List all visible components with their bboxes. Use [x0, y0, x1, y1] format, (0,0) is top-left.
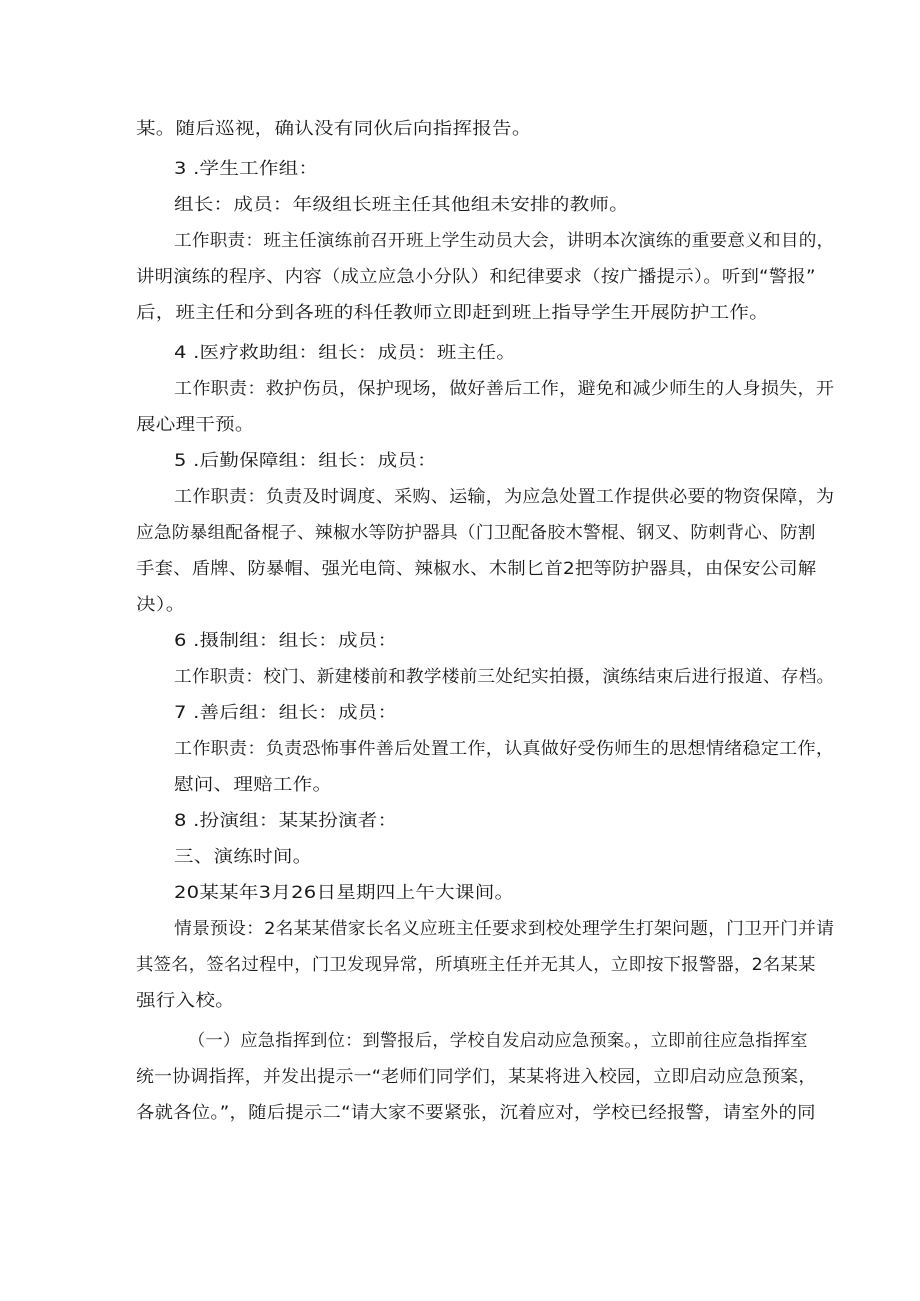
text-line: 工作职责：负责及时调度、采购、运输，为应急处置工作提供必要的物资保障，为 [174, 487, 835, 507]
text-line: 工作职责：救护伤员，保护现场，做好善后工作，避免和减少师生的人身损失，开 [174, 379, 835, 399]
text-line: 决）。 [136, 595, 186, 615]
text-line: 展心理干预。 [136, 415, 255, 435]
text-line: 应急防暴组配备棍子、辣椒水等防护器具（门卫配备胶木警棍、钢叉、防刺背心、防割 [136, 523, 816, 543]
text-line: 工作职责：负责恐怖事件善后处置工作，认真做好受伤师生的思想情绪稳定工作， [174, 739, 835, 759]
text-line: 后，班主任和分到各班的科任教师立即赶到班上指导学生开展防护工作。 [136, 303, 769, 323]
text-line: 组长：成员：年级组长班主任其他组未安排的教师。 [174, 195, 629, 215]
section-heading: 三、演练时间。 [174, 847, 313, 867]
section-heading: 4 .医疗救助组：组长：成员：班主任。 [174, 343, 517, 363]
text-line: 统一协调指挥，并发出提示一“老师们同学们，某某将进入校园，立即启动应急预案， [136, 1067, 817, 1087]
text-line: 某。随后巡视，确认没有同伙后向指挥报告。 [136, 119, 532, 139]
section-heading: 3 .学生工作组： [174, 159, 319, 179]
section-heading: 7 .善后组：组长：成员： [174, 703, 398, 723]
text-line: 工作职责：班主任演练前召开班上学生动员大会，讲明本次演练的重要意义和目的， [174, 231, 835, 251]
text-line: 手套、盾牌、防暴帽、强光电筒、辣椒水、木制匕首2把等防护器具，由保安公司解 [136, 559, 817, 579]
section-heading: 8 .扮演组：某某扮演者： [174, 811, 398, 831]
text-line: 工作职责：校门、新建楼前和教学楼前三处纪实拍摄，演练结束后进行报道、存档。 [174, 667, 835, 687]
text-line: 强行入校。 [136, 991, 235, 1011]
text-line: 其签名，签名过程中，门卫发现异常，所填班主任并无其人，立即按下报警器，2名某某 [136, 955, 816, 975]
text-line: 20某某年3月26日星期四上午大课间。 [174, 883, 515, 903]
section-heading: 5 .后勤保障组：组长：成员： [174, 451, 437, 471]
text-line: 情景预设：2名某某借家长名义应班主任要求到校处理学生打架问题，门卫开门并请 [174, 919, 835, 939]
section-heading: 6 .摄制组：组长：成员： [174, 631, 398, 651]
text-line: 各就各位。”，随后提示二“请大家不要紧张，沉着应对，学校已经报警，请室外的同 [136, 1103, 816, 1123]
text-line: （一）应急指挥到位：到警报后，学校自发启动应急预案。，立即前往应急指挥室 [188, 1031, 808, 1051]
text-line: 慰问、理赔工作。 [174, 775, 333, 795]
text-line: 讲明演练的程序、内容（成立应急小分队）和纪律要求（按广播提示）。听到“警报” [136, 267, 816, 287]
